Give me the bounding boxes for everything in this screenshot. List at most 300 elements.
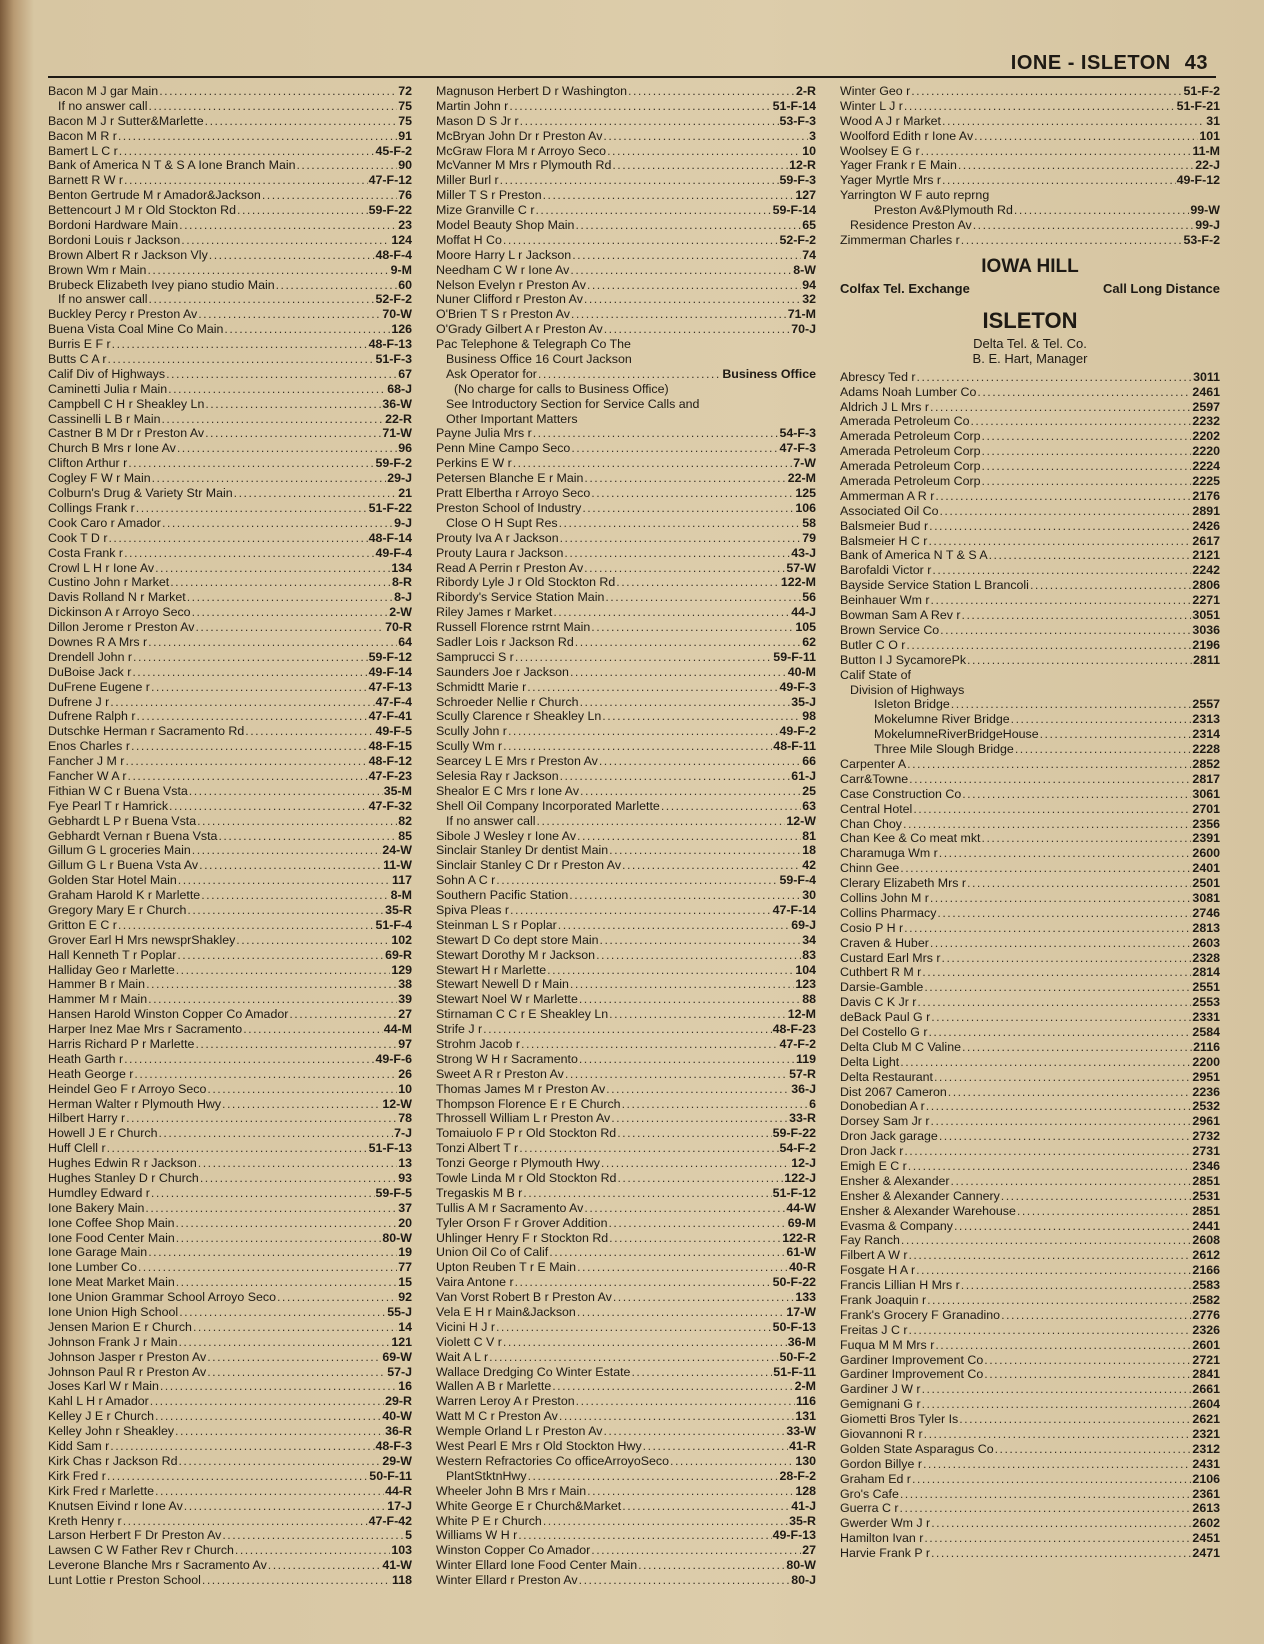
leader-dots — [970, 414, 1191, 429]
listing-entry — [436, 963, 816, 978]
listing-number: 63 — [802, 798, 816, 813]
listing-name: Giovannoni R r — [840, 1427, 923, 1442]
listing-entry — [436, 352, 816, 367]
leader-dots — [189, 784, 383, 799]
listing-entry — [436, 1454, 816, 1469]
leader-dots — [1011, 712, 1192, 727]
leader-dots — [603, 1424, 785, 1439]
listing-entry — [48, 1365, 412, 1380]
listing-entry — [436, 1335, 816, 1350]
listing-name: Gillum G L groceries Main — [48, 843, 191, 858]
listing-name: Heindel Geo F r Arroyo Seco — [48, 1081, 207, 1096]
listing-name: Enos Charles r — [48, 739, 130, 754]
listing-number: 69-R — [385, 947, 412, 962]
listing-name: Tyler Orson F r Grover Addition — [436, 1215, 608, 1230]
leader-dots — [577, 1305, 786, 1320]
listing-number: 5 — [405, 1528, 412, 1543]
listing-number: 104 — [795, 962, 816, 977]
leader-dots — [638, 1558, 785, 1573]
leader-dots — [162, 516, 393, 531]
listing-name: Amerada Petroleum Co — [840, 414, 970, 429]
listing-entry — [48, 501, 412, 516]
listing-entry — [840, 1472, 1220, 1487]
listing-number: 40-M — [787, 664, 816, 679]
listing-name: Fuqua M M Mrs r — [840, 1337, 935, 1352]
leader-dots — [520, 114, 779, 129]
listing-name: Stewart Noel W r Marlette — [436, 992, 578, 1007]
listing-number: 74 — [802, 247, 816, 262]
listing-entry — [48, 218, 412, 233]
leader-dots — [503, 739, 772, 754]
leader-dots — [631, 1365, 772, 1380]
listing-entry — [840, 144, 1220, 159]
leader-dots — [930, 936, 1192, 951]
leader-dots — [617, 1126, 771, 1141]
listing-entry — [48, 1305, 412, 1320]
listing-number: 50-F-11 — [369, 1468, 412, 1483]
listing-number: 59-F-5 — [375, 1185, 412, 1200]
listing-number: 69-M — [787, 1215, 816, 1230]
listing-name: Bayside Service Station L Brancoli — [840, 578, 1029, 593]
listing-number: 47-F-32 — [368, 798, 412, 813]
leader-dots — [601, 1156, 790, 1171]
listing-number: 80-W — [786, 1558, 816, 1573]
listing-entry — [840, 727, 1220, 742]
listing-entry — [48, 799, 412, 814]
listing-entry — [436, 233, 816, 248]
listing-entry — [436, 1156, 816, 1171]
leader-dots — [951, 1174, 1192, 1189]
listing-name: Johnson Jasper r Preston Av — [48, 1349, 207, 1364]
listing-name: Heath George r — [48, 1066, 134, 1081]
listing-number: 22-M — [787, 471, 816, 486]
leader-dots — [575, 635, 801, 650]
listing-name: Dorsey Sam Jr r — [840, 1114, 930, 1129]
listing-entry — [840, 638, 1220, 653]
leader-dots — [195, 620, 384, 635]
listing-number: 37 — [398, 1200, 412, 1215]
listing-entry — [48, 307, 412, 322]
listing-name: Tonzi George r Plymouth Hwy — [436, 1156, 600, 1171]
leader-dots — [547, 963, 794, 978]
listing-name: West Pearl E Mrs r Old Stockton Hwy — [436, 1439, 642, 1454]
listing-number: 49-F-14 — [368, 664, 412, 679]
listing-number: 119 — [796, 1051, 816, 1066]
leader-dots — [195, 1037, 397, 1052]
listing-name: Scully Clarence r Sheakley Ln — [436, 709, 602, 724]
leader-dots — [582, 501, 794, 516]
leader-dots — [112, 337, 368, 352]
listing-number: 36-W — [382, 396, 412, 411]
column-left — [48, 84, 412, 1588]
leader-dots — [922, 1382, 1192, 1397]
listing-number: 2106 — [1192, 1471, 1220, 1486]
leader-dots — [604, 322, 790, 337]
leader-dots — [584, 561, 785, 576]
listing-entry — [840, 861, 1220, 876]
listing-entry — [48, 650, 412, 665]
listing-name: Vela E H r Main&Jackson — [436, 1305, 576, 1320]
listing-number: 30 — [802, 888, 816, 903]
listing-entry — [48, 114, 412, 129]
leader-dots — [584, 292, 801, 307]
leader-dots — [928, 534, 1191, 549]
leader-dots — [609, 1007, 787, 1022]
listing-name: Kidd Sam r — [48, 1439, 110, 1454]
leader-dots — [984, 1353, 1191, 1368]
listing-name: Lunt Lottie r Preston School — [48, 1573, 201, 1588]
listing-number: 54-F-3 — [779, 426, 816, 441]
listing-number: 12-W — [382, 1096, 412, 1111]
listing-number: 51-F-3 — [375, 352, 412, 367]
listing-number: 2531 — [1192, 1188, 1220, 1203]
listing-number: 68-J — [387, 381, 412, 396]
listing-entry — [436, 814, 816, 829]
listing-entry — [436, 1365, 816, 1380]
listing-name: Carpenter A — [840, 756, 907, 771]
listing-name: Ione Garage Main — [48, 1245, 148, 1260]
leader-dots — [931, 1516, 1191, 1531]
listing-number: 8-R — [392, 575, 412, 590]
leader-dots — [605, 590, 801, 605]
listing-entry — [48, 1111, 412, 1126]
listing-number: 51-F-11 — [773, 1364, 816, 1379]
listing-name: Miller Burl r — [436, 173, 499, 188]
listing-name: Schmidtt Marie r — [436, 679, 527, 694]
listing-entry — [48, 709, 412, 724]
leader-dots — [560, 769, 791, 784]
listing-number: 83 — [802, 947, 816, 962]
listing-number: 79 — [802, 530, 816, 545]
listing-name: Gritton E C r — [48, 917, 117, 932]
leader-dots — [916, 1263, 1191, 1278]
listing-number: 48-F-4 — [375, 247, 412, 262]
listing-number: 2600 — [1192, 846, 1220, 861]
listing-name: Downes R A Mrs r — [48, 634, 148, 649]
listing-entry — [436, 144, 816, 159]
listing-name: Leverone Blanche Mrs r Sacramento Av — [48, 1558, 267, 1573]
listing-name: Sweet A R r Preston Av — [436, 1066, 564, 1081]
leader-dots — [926, 1099, 1192, 1114]
leader-dots — [136, 501, 368, 516]
listing-number: 48-F-13 — [368, 337, 412, 352]
leader-dots — [900, 1501, 1192, 1516]
listing-name: Bamert L C r — [48, 143, 118, 158]
leader-dots — [205, 426, 381, 441]
leader-dots — [151, 680, 368, 695]
listing-number: 42 — [802, 858, 816, 873]
listing-name: Amerada Petroleum Corp — [840, 459, 981, 474]
listing-name: Kirk Fred r — [48, 1468, 106, 1483]
listing-entry — [48, 1290, 412, 1305]
listing-number: 101 — [1199, 128, 1220, 143]
listing-number: 44-J — [791, 605, 816, 620]
listing-number: 61-W — [786, 1245, 816, 1260]
leader-dots — [108, 531, 367, 546]
listing-number: 17-J — [387, 1498, 412, 1513]
leader-dots — [606, 1082, 790, 1097]
listing-entry — [436, 337, 816, 352]
leader-dots — [584, 1201, 785, 1216]
listing-number: 52-F-2 — [375, 292, 412, 307]
leader-dots — [168, 382, 386, 397]
listing-name: Preston Av&Plymouth Rd — [874, 203, 1013, 218]
listing-entry — [48, 337, 412, 352]
listing-number: 59-F-22 — [368, 203, 412, 218]
listing-entry — [436, 1528, 816, 1543]
listing-number: 47-F-2 — [779, 1037, 816, 1051]
listing-name: Tregaskis M B r — [436, 1185, 523, 1200]
listing-entry — [840, 787, 1220, 802]
listing-name: Church B Mrs r Ione Av — [48, 441, 176, 456]
listing-number: 8-W — [793, 262, 816, 277]
leader-dots — [569, 888, 801, 903]
listing-number: 47-F-13 — [368, 679, 412, 694]
leader-dots — [147, 263, 389, 278]
listing-entry — [48, 635, 412, 650]
listing-number: 128 — [795, 1483, 816, 1498]
listing-entry — [48, 784, 412, 799]
listing-entry — [48, 278, 412, 293]
listing-entry — [840, 563, 1220, 578]
listing-entry — [48, 1216, 412, 1231]
listing-entry — [436, 1126, 816, 1141]
listing-entry — [48, 1320, 412, 1335]
leader-dots — [958, 158, 1194, 173]
listing-entry — [840, 802, 1220, 817]
listing-number: 47-F-42 — [368, 1513, 412, 1528]
listing-name: Humdley Edward r — [48, 1185, 150, 1200]
listing-entry — [436, 799, 816, 814]
leader-dots — [149, 99, 398, 114]
listing-entry — [48, 1037, 412, 1052]
leader-dots — [192, 843, 382, 858]
listing-number: 2732 — [1192, 1129, 1220, 1144]
leader-dots — [521, 1037, 778, 1052]
listing-name: Benton Gertrude M r Amador&Jackson — [48, 188, 261, 203]
listing-number: 53-F-3 — [779, 113, 816, 128]
leader-dots — [930, 891, 1192, 906]
listing-name: Scully John r — [436, 724, 507, 739]
leader-dots — [596, 948, 801, 963]
listing-name: Amerada Petroleum Corp — [840, 444, 981, 459]
listing-name: Moffat H Co — [436, 232, 502, 247]
listing-number: 51-F-21 — [1176, 98, 1220, 113]
listing-name: Bordoni Hardware Main — [48, 218, 179, 233]
listing-entry — [436, 203, 816, 218]
isleton-manager: B. E. Hart, Manager — [972, 350, 1088, 366]
listing-entry — [48, 173, 412, 188]
listing-name: Custard Earl Mrs r — [840, 950, 941, 965]
listing-name: Other Important Matters — [446, 411, 578, 426]
listing-entry — [436, 695, 816, 710]
listing-entry — [436, 933, 816, 948]
leader-dots — [218, 829, 397, 844]
leader-dots — [611, 1111, 788, 1126]
leader-dots — [262, 188, 397, 203]
listing-number: 8-J — [394, 590, 412, 605]
listing-name: Gro's Cafe — [840, 1486, 899, 1501]
leader-dots — [599, 754, 801, 769]
listing-entry — [48, 367, 412, 382]
listing-number: 36-J — [791, 1081, 816, 1096]
leader-dots — [533, 426, 779, 441]
listing-entry — [436, 1052, 816, 1067]
listing-entry — [436, 784, 816, 799]
listing-name: Stewart Newell D r Main — [436, 977, 569, 992]
listing-number: 2346 — [1192, 1159, 1220, 1173]
leader-dots — [515, 1275, 772, 1290]
listing-number: 20 — [398, 1215, 412, 1230]
leader-dots — [587, 1484, 794, 1499]
listing-name: Fay Ranch — [840, 1233, 900, 1248]
leader-dots — [538, 367, 721, 382]
leader-dots — [509, 99, 771, 114]
leader-dots — [577, 1260, 788, 1275]
listing-entry — [840, 400, 1220, 415]
listing-entry — [48, 1171, 412, 1186]
leader-dots — [1014, 203, 1189, 218]
listing-entry — [436, 1424, 816, 1439]
listing-number: 59-F-11 — [773, 649, 816, 664]
listing-number: 64 — [398, 634, 412, 649]
listing-name: Crowl L H r Ione Av — [48, 560, 155, 575]
listing-name: Preston School of Industry — [436, 500, 582, 515]
leader-dots — [205, 114, 398, 129]
listing-number: 6 — [809, 1096, 816, 1111]
listing-name: Ione Lumber Co — [48, 1260, 137, 1275]
leader-dots — [178, 1454, 381, 1469]
listing-entry — [436, 829, 816, 844]
leader-dots — [572, 248, 801, 263]
listing-entry — [48, 188, 412, 203]
listing-name: Davis Rolland N r Market — [48, 590, 186, 605]
listing-number: 124 — [391, 232, 412, 247]
listing-name: Bettencourt J M r Old Stockton Rd — [48, 203, 237, 218]
leader-dots — [1017, 1204, 1192, 1219]
leader-dots — [148, 1245, 397, 1260]
listing-entry — [436, 680, 816, 695]
listing-name: Nelson Evelyn r Preston Av — [436, 277, 586, 292]
listing-name: Carr&Towne — [840, 771, 909, 786]
listing-name: O'Brien T S r Preston Av — [436, 307, 570, 322]
listing-name: Winter Ellard Ione Food Center Main — [436, 1558, 638, 1573]
listing-entry — [840, 817, 1220, 832]
leader-dots — [528, 1469, 779, 1484]
leader-dots — [510, 903, 772, 918]
listing-entry — [48, 531, 412, 546]
listing-entry — [840, 712, 1220, 727]
listing-number: 70-J — [791, 322, 816, 337]
listing-entry — [840, 623, 1220, 638]
listing-name: Sadler Lois r Jackson Rd — [436, 634, 574, 649]
listing-entry — [436, 412, 816, 427]
listing-name: Strife J r — [436, 1022, 483, 1037]
listing-number: 16 — [398, 1379, 412, 1394]
leader-dots — [523, 1186, 771, 1201]
listing-name: Nuner Clifford r Preston Av — [436, 292, 583, 307]
listing-number: 131 — [795, 1409, 816, 1424]
listing-name: MokelumneRiverBridgeHouse — [874, 727, 1039, 742]
listing-number: 2441 — [1192, 1218, 1220, 1233]
listing-entry — [48, 129, 412, 144]
listing-number: 32 — [802, 292, 816, 307]
leader-dots — [207, 1082, 397, 1097]
listing-name: Wood A J r Market — [840, 113, 941, 128]
listing-number: 50-F-2 — [779, 1349, 816, 1364]
leader-dots — [119, 144, 375, 159]
listing-name: Lawsen C W Father Rev r Church — [48, 1543, 234, 1558]
listing-name: McBryan John Dr r Preston Av — [436, 128, 603, 143]
leader-dots — [908, 1248, 1191, 1263]
leader-dots — [913, 802, 1191, 817]
listing-number: 2451 — [1192, 1531, 1220, 1546]
listing-name: Stewart D Co dept store Main — [436, 932, 599, 947]
page-number: 43 — [1184, 52, 1208, 74]
listing-number: 2661 — [1192, 1382, 1220, 1397]
leader-dots — [973, 218, 1195, 233]
leader-dots — [939, 846, 1192, 861]
listing-number: 122-M — [780, 575, 816, 590]
listing-name: Miller T S r Preston — [436, 188, 542, 203]
listing-name: McGraw Flora M r Arroyo Seco — [436, 143, 607, 158]
leader-dots — [155, 561, 390, 576]
listing-name: Graham Harold K r Marlette — [48, 888, 201, 903]
leader-dots — [948, 1085, 1192, 1100]
leader-dots — [559, 516, 802, 531]
listing-entry — [840, 548, 1220, 563]
listing-name: Strohm Jacob r — [436, 1037, 521, 1051]
leader-dots — [587, 278, 801, 293]
header-rule — [48, 76, 1216, 78]
listing-entry — [48, 322, 412, 337]
listing-number: 25 — [802, 783, 816, 798]
listing-name: Case Construction Co — [840, 786, 962, 801]
listing-number: 71-M — [787, 307, 816, 322]
leader-dots — [995, 1442, 1192, 1457]
listing-name: Winston Copper Co Amador — [436, 1543, 591, 1558]
leader-dots — [296, 158, 397, 173]
listing-entry — [48, 1201, 412, 1216]
listing-number: 7-J — [394, 1126, 412, 1141]
listing-name: Amerada Petroleum Corp — [840, 429, 981, 444]
listing-entry — [48, 829, 412, 844]
listing-number: 70-R — [385, 620, 412, 635]
leader-dots — [609, 1231, 781, 1246]
listing-name: Kelley John r Sheakley — [48, 1424, 175, 1439]
leader-dots — [1015, 742, 1192, 757]
listing-name: Sinclair Stanley Dr dentist Main — [436, 843, 609, 858]
listing-entry — [436, 278, 816, 293]
listing-entry — [436, 605, 816, 620]
leader-dots — [643, 1439, 788, 1454]
listing-entry — [840, 1367, 1220, 1382]
listing-name: Campbell C H r Sheakley Ln — [48, 396, 205, 411]
listing-number: 2225 — [1192, 474, 1220, 489]
listing-name: Saunders Joe r Jackson — [436, 664, 569, 679]
listing-entry — [840, 1219, 1220, 1234]
leader-dots — [149, 292, 375, 307]
listing-number: 117 — [392, 873, 412, 888]
listing-entry — [840, 1501, 1220, 1516]
listing-number: 51-F-22 — [368, 500, 412, 515]
listing-number: 47-F-4 — [375, 694, 412, 709]
listing-name: Yager Myrtle Mrs r — [840, 173, 941, 188]
listing-entry — [436, 1007, 816, 1022]
listing-entry — [48, 1379, 412, 1394]
listing-entry — [840, 697, 1220, 712]
listing-entry — [436, 918, 816, 933]
